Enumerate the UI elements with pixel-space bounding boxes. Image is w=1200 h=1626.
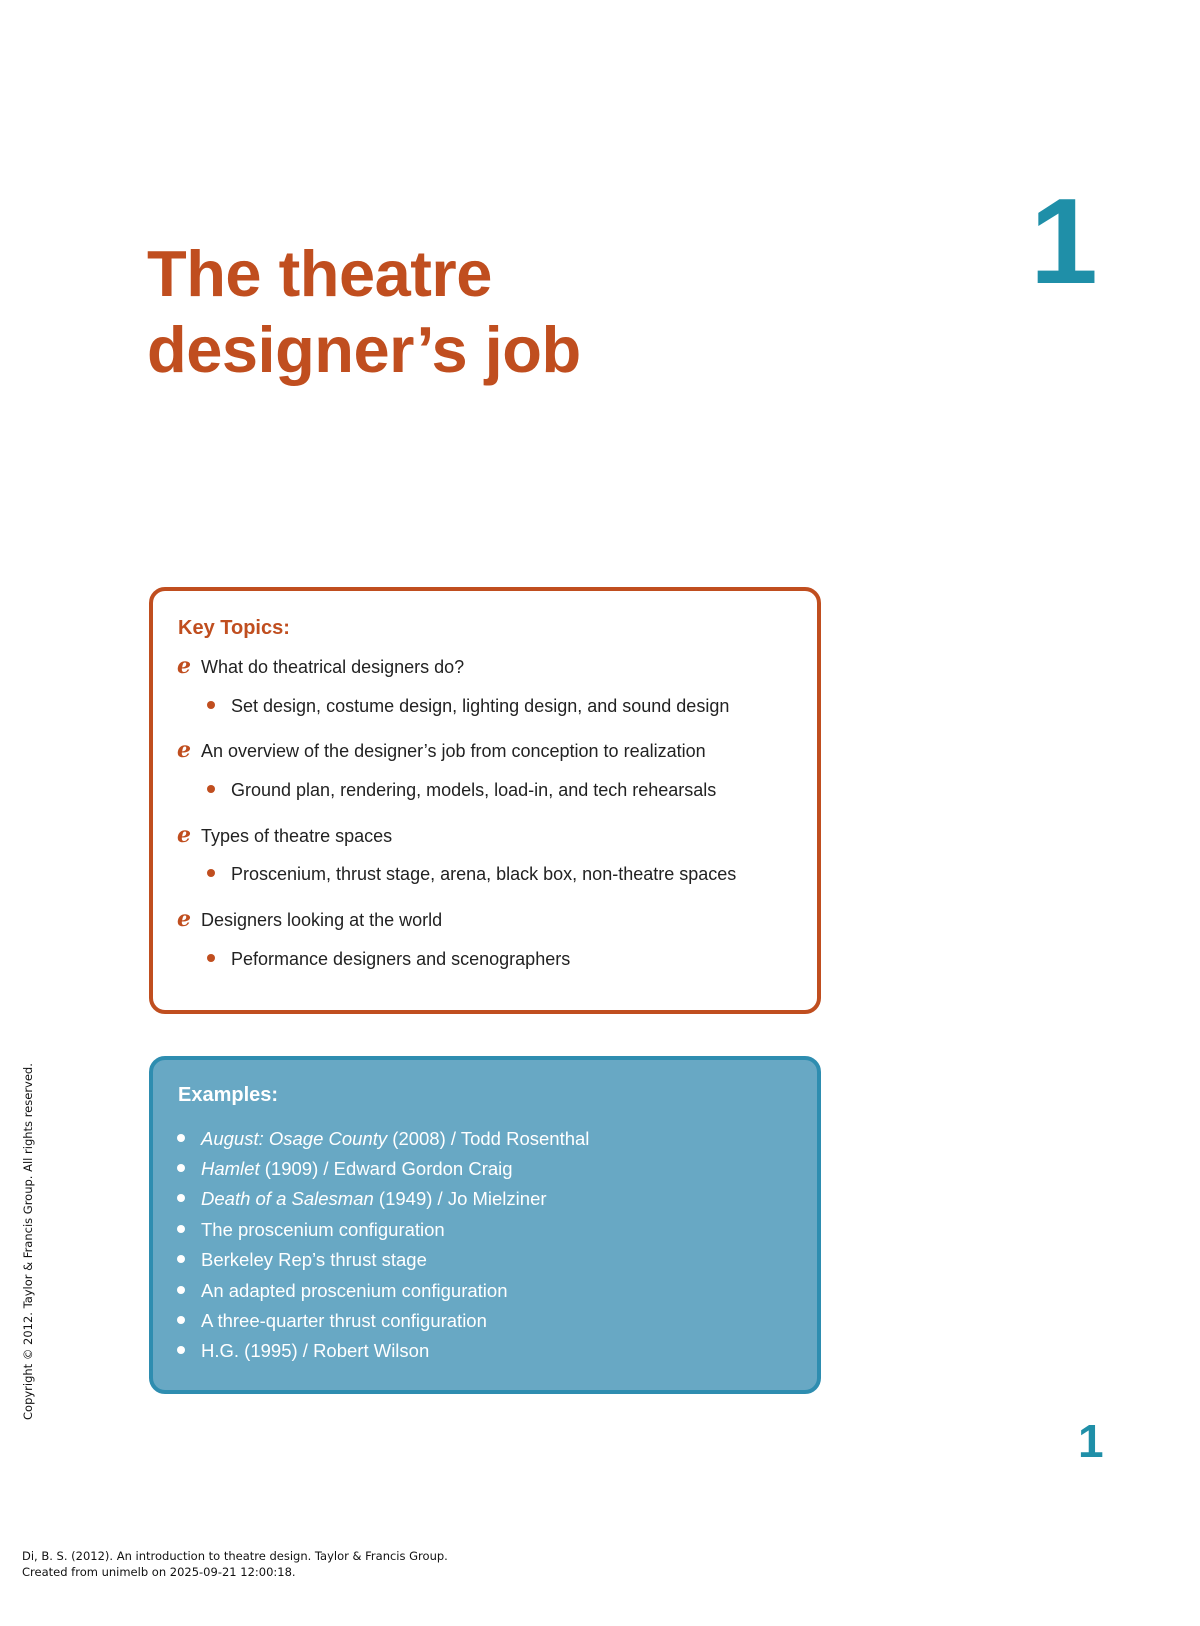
key-subtopic-text: Set design, costume design, lighting design, and sound design (231, 696, 730, 716)
example-item (177, 1280, 507, 1302)
e-ornament-icon: e (177, 737, 191, 763)
key-topic-text: An overview of the designer’s job from conception to realization (201, 741, 706, 761)
e-ornament-icon: e (177, 906, 191, 932)
example-text: A three-quarter thrust configuration (201, 1310, 487, 1331)
key-subtopic-item (207, 949, 570, 970)
key-topic-text: What do theatrical designers do? (201, 657, 465, 677)
key-subtopic-text: Peformance designers and scenographers (231, 949, 571, 969)
example-item (177, 1128, 589, 1150)
key-topic-item (177, 906, 442, 932)
examples-box (149, 1056, 821, 1394)
bullet-icon (207, 701, 215, 709)
source-citation-line-1: Di, B. S. (2012). An introduction to theatre design. Taylor & Francis Group. (22, 1549, 448, 1563)
page-number: 1 (1078, 1415, 1104, 1467)
key-subtopic-text: Ground plan, rendering, models, load-in, and tech rehearsals (231, 780, 717, 800)
example-text: (1949) / Jo Mielziner (373, 1188, 547, 1209)
e-ornament-icon: e (177, 653, 191, 679)
example-item (177, 1340, 429, 1362)
bullet-icon (207, 785, 215, 793)
bullet-icon (177, 1346, 185, 1354)
copyright-text: Copyright © 2012. Taylor & Francis Group. All rights reserved. (21, 1063, 35, 1420)
example-item (177, 1188, 547, 1210)
key-subtopic-item (207, 864, 736, 885)
example-text: (1909) / Edward Gordon Craig (259, 1158, 513, 1179)
example-item (177, 1219, 445, 1241)
bullet-icon (177, 1134, 185, 1142)
bullet-icon (177, 1225, 185, 1233)
example-item (177, 1249, 427, 1271)
bullet-icon (177, 1194, 185, 1202)
key-subtopic-item (207, 696, 729, 717)
bullet-icon (177, 1286, 185, 1294)
chapter-title-line-2: designer’s job (147, 313, 581, 386)
bullet-icon (177, 1164, 185, 1172)
bullet-icon (207, 869, 215, 877)
bullet-icon (207, 954, 215, 962)
example-text: An adapted proscenium configuration (201, 1280, 508, 1301)
key-topics-box (149, 587, 821, 1014)
key-topic-item (177, 737, 706, 763)
example-work-title: August: Osage County (201, 1128, 388, 1149)
example-work-title: Hamlet (201, 1158, 260, 1179)
chapter-number: 1 (1030, 173, 1098, 309)
example-text: Berkeley Rep’s thrust stage (201, 1249, 427, 1270)
example-text: The proscenium configuration (201, 1219, 445, 1240)
e-ornament-icon: e (177, 822, 191, 848)
key-topic-text: Types of theatre spaces (201, 826, 393, 846)
key-topic-item (177, 653, 464, 679)
bullet-icon (177, 1255, 185, 1263)
example-item (177, 1310, 487, 1332)
chapter-title-line-1: The theatre (147, 237, 492, 310)
key-topic-item (177, 822, 392, 848)
example-text: H.G. (1995) / Robert Wilson (201, 1340, 430, 1361)
bullet-icon (177, 1316, 185, 1324)
chapter-title (147, 236, 581, 388)
source-citation (22, 1548, 448, 1580)
source-citation-line-2: Created from unimelb on 2025-09-21 12:00:18. (22, 1565, 296, 1579)
key-subtopic-text: Proscenium, thrust stage, arena, black box, non-theatre spaces (231, 864, 737, 884)
examples-heading: Examples: (178, 1084, 279, 1106)
example-work-title: Death of a Salesman (201, 1188, 374, 1209)
key-topic-text: Designers looking at the world (201, 910, 443, 930)
key-subtopic-item (207, 780, 716, 801)
example-text: (2008) / Todd Rosenthal (387, 1128, 590, 1149)
example-item (177, 1158, 513, 1180)
key-topics-heading: Key Topics: (178, 617, 290, 639)
